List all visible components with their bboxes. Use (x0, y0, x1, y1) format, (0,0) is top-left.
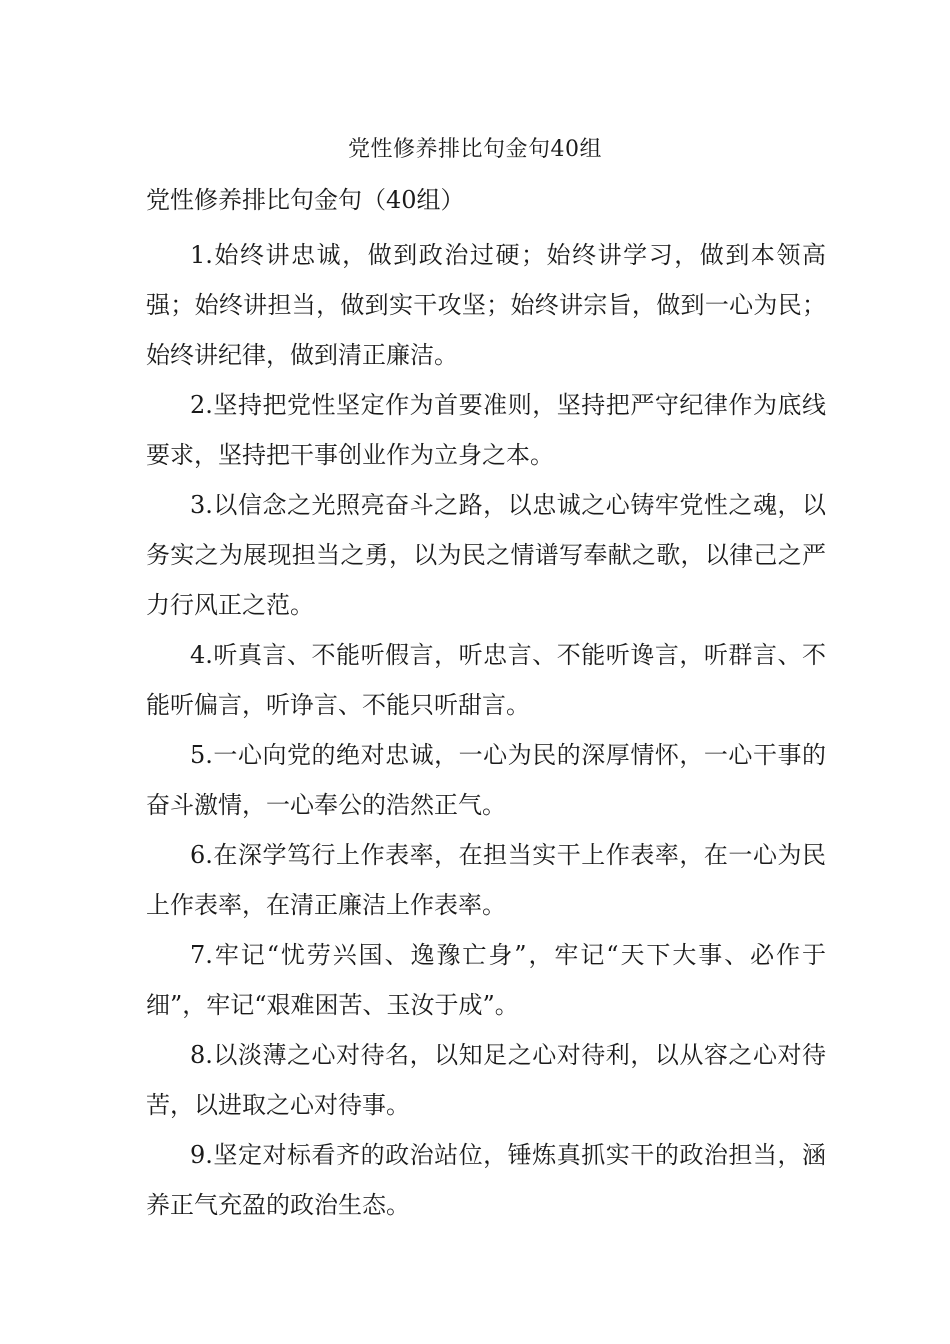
document-body (146, 180, 826, 1230)
paragraph-9: 9.坚定对标看齐的政治站位，锤炼真抓实干的政治担当，涵养正气充盈的政治生态。 (146, 1141, 826, 1219)
paragraph-1: 1.始终讲忠诚，做到政治过硬；始终讲学习，做到本领高强；始终讲担当，做到实干攻坚；始终讲宗旨，做到一心为民；始终讲纪律，做到清正廉洁。 (146, 241, 826, 369)
paragraph-2: 2.坚持把党性坚定作为首要准则，坚持把严守纪律作为底线要求，坚持把干事创业作为立身之本。 (146, 391, 826, 469)
document-subtitle: 党性修养排比句金句（40组） (146, 186, 465, 214)
paragraph-3: 3.以信念之光照亮奋斗之路，以忠诚之心铸牢党性之魂，以务实之为展现担当之勇，以为民之情谱写奉献之歌，以律己之严力行风正之范。 (146, 491, 826, 619)
paragraph-6: 6.在深学笃行上作表率，在担当实干上作表率，在一心为民上作表率，在清正廉洁上作表率。 (146, 841, 826, 919)
paragraph-7: 7.牢记“忧劳兴国、逸豫亡身”，牢记“天下大事、必作于细”，牢记“艰难困苦、玉汝于成”。 (146, 941, 826, 1019)
paragraph-8: 8.以淡薄之心对待名，以知足之心对待利，以从容之心对待苦，以进取之心对待事。 (146, 1041, 826, 1119)
paragraph-4: 4.听真言、不能听假言，听忠言、不能听谗言，听群言、不能听偏言，听诤言、不能只听甜言。 (146, 641, 826, 719)
paragraph-5: 5.一心向党的绝对忠诚，一心为民的深厚情怀，一心干事的奋斗激情，一心奉公的浩然正气。 (146, 741, 826, 819)
document-title: 党性修养排比句金句40组 (348, 137, 602, 162)
